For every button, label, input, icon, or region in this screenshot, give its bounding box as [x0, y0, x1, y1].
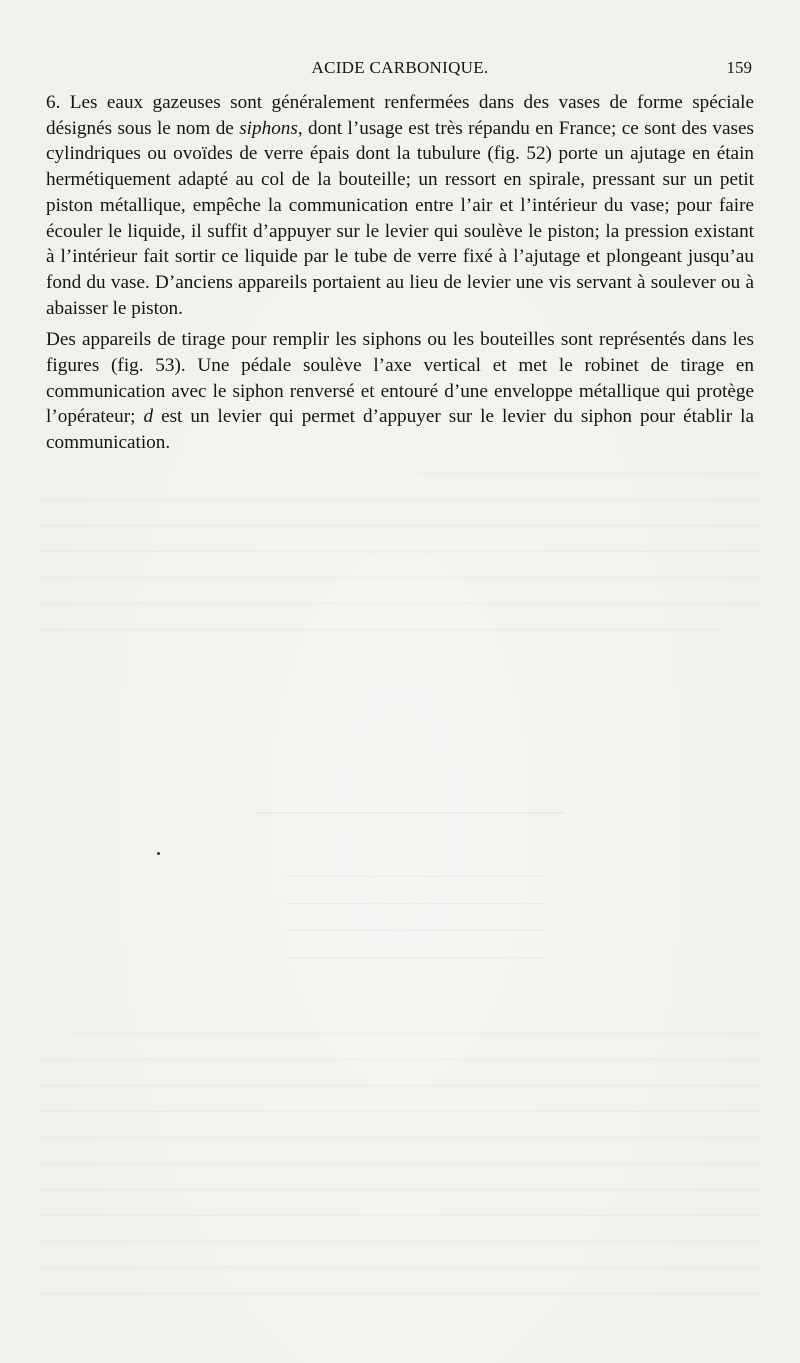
ink-speck	[157, 852, 160, 855]
paragraph-6-italic-term: siphons	[239, 117, 298, 139]
page-number: 159	[726, 58, 752, 77]
bleed-through-table	[285, 860, 545, 970]
paragraph-6-text-end: , dont l’usage est très répandu en France; ce sont des vases cylindriques ou ovoïdes de verre épais dont la tubulure (fig. 52) porte un ajutage en étain hermétiquement adapté au col de la bouteille; un ressort en spirale, pressant sur un petit piston métallique, empêche la communication entre l’air et l’intérieur du vase; pour faire écouler le liquide, il suffit d’appuyer sur le levier qui soulève le piston; la pression existant à l’intérieur fait sortir ce liquide par le tube de verre fixé à l’ajutage et plongeant jusqu’au fond du vase. D’anciens appareils portaient au lieu de levier une vis servant à soulever ou à abaisser le piston.	[46, 117, 754, 319]
paragraph-6-text-start: 6. Les eaux gazeuses sont généralement renfermées dans des vases de forme spéciale désignés sous le nom de	[46, 92, 754, 139]
paragraph-tirage	[46, 327, 754, 456]
running-title: ACIDE CARBONIQUE.	[311, 58, 489, 77]
bleed-through-upper	[40, 455, 760, 635]
paragraph-tirage-text-end: est un levier qui permet d’appuyer sur le levier du siphon pour établir la communication.	[46, 406, 754, 454]
running-head	[46, 58, 754, 82]
bleed-through-heading	[255, 782, 565, 814]
paragraph-tirage-italic-letter: d	[143, 406, 154, 428]
bleed-through-lower	[40, 1015, 760, 1315]
body-text	[46, 90, 754, 462]
paragraph-tirage-text-start: Des appareils de tirage pour remplir les siphons ou les bouteilles sont représentés dans les figures (fig. 53). Une pédale soulève l’axe vertical et met le robinet de tirage en communication avec le siphon renversé et entouré d’une enveloppe métallique qui protège l’opérateur;	[46, 329, 754, 428]
paragraph-6	[46, 90, 754, 321]
